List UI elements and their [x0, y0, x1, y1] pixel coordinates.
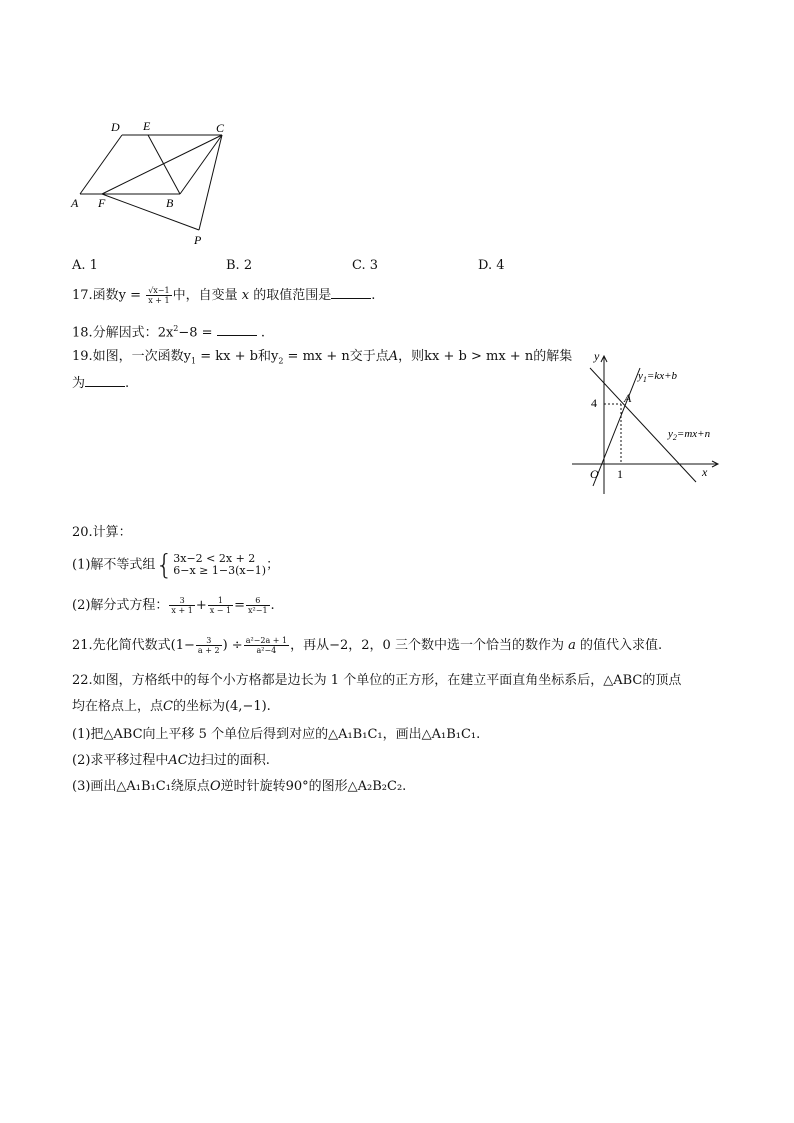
tick-y-4: 4: [591, 396, 597, 410]
question-19: 19.如图，一次函数$y_1$ = kx + b和$y_2$ = mx + n交于点A，则kx + b > mx + n的解集: [72, 349, 573, 366]
question-22-part2: (2)求平移过程中AC边扫过的面积.: [72, 753, 270, 768]
answer-blank: [85, 374, 125, 387]
question-22-line1: 22.如图，方格纸中的每个小方格都是边长为 1 个单位的正方形，在建立平面直角坐标系后，△ABC的顶点: [72, 673, 682, 688]
tick-x-1: 1: [617, 467, 623, 481]
question-17: 17.函数y = $\frac{√x-1}{x + 1}$ 中，自变量 x 的取值范围是 .: [72, 286, 376, 305]
label-C: C: [216, 121, 225, 135]
option-c: C. 3: [352, 258, 379, 273]
option-d: D. 4: [478, 258, 505, 273]
segment-AD: [80, 135, 122, 194]
point-A-label: A: [624, 391, 632, 405]
linear-functions-graph: [568, 342, 728, 502]
label-D: D: [111, 120, 120, 134]
line-y2: [590, 368, 696, 482]
label-F: F: [98, 196, 106, 210]
answer-blank: [217, 323, 257, 336]
origin-label: O: [590, 467, 599, 481]
y-axis-label: y: [594, 349, 600, 363]
fraction: $\frac{√x-1}{x + 1}$: [148, 286, 170, 305]
segment-FP: [102, 194, 199, 230]
answer-blank: [331, 286, 371, 299]
label-B: B: [166, 196, 174, 210]
parallelogram-figure: [66, 116, 236, 251]
label-P: P: [194, 233, 202, 247]
segment-EB: [148, 135, 180, 194]
question-20-title: 20.计算：: [72, 525, 132, 540]
label-A: A: [71, 196, 79, 210]
question-22-part3: (3)画出△A₁B₁C₁绕原点O逆时针旋转90°的图形△A₂B₂C₂.: [72, 779, 407, 794]
question-18: 18.分解因式：$2x^2-8$ = .: [72, 324, 266, 341]
segment-FC: [102, 135, 222, 194]
option-a: A. 1: [72, 258, 98, 273]
question-19-cont: 为 .: [72, 376, 130, 391]
x-axis-label: x: [702, 465, 708, 479]
option-b: B. 2: [226, 258, 253, 273]
question-22-part1: (1)把△ABC向上平移 5 个单位后得到对应的△A₁B₁C₁，画出△A₁B₁C₁.: [72, 727, 481, 742]
question-20-part1: (1)解不等式组{ 3x−2 < 2x + 2 6−x ≥ 1−3(x−1) ；: [72, 548, 280, 581]
segment-CP: [199, 135, 222, 230]
inequality-system: 3x−2 < 2x + 2 6−x ≥ 1−3(x−1): [173, 552, 267, 577]
segment-BC: [180, 135, 222, 194]
question-21: 21.先化简代数式(1− $\frac{3}{a + 2}$ ) ÷ $\frac{\text{a²−2a + 1}}{\text{a²−4}}$ ，再从−2，2，0 三个数中选一个恰当的数作为 a 的值代入求值.: [72, 636, 663, 655]
question-22-line2: 均在格点上，点C的坐标为(4,−1).: [72, 699, 271, 714]
line-y1-label: $y_1=kx+b$: [638, 370, 678, 384]
label-E: E: [143, 119, 151, 133]
line-y2-label: $y_2=mx+n$: [668, 428, 711, 442]
question-20-part2: (2)解分式方程： $\frac{3}{x + 1}$ + $\frac{1}{x - 1}$ = $\frac{6}{\text{x²−1}}$ .: [72, 596, 275, 615]
